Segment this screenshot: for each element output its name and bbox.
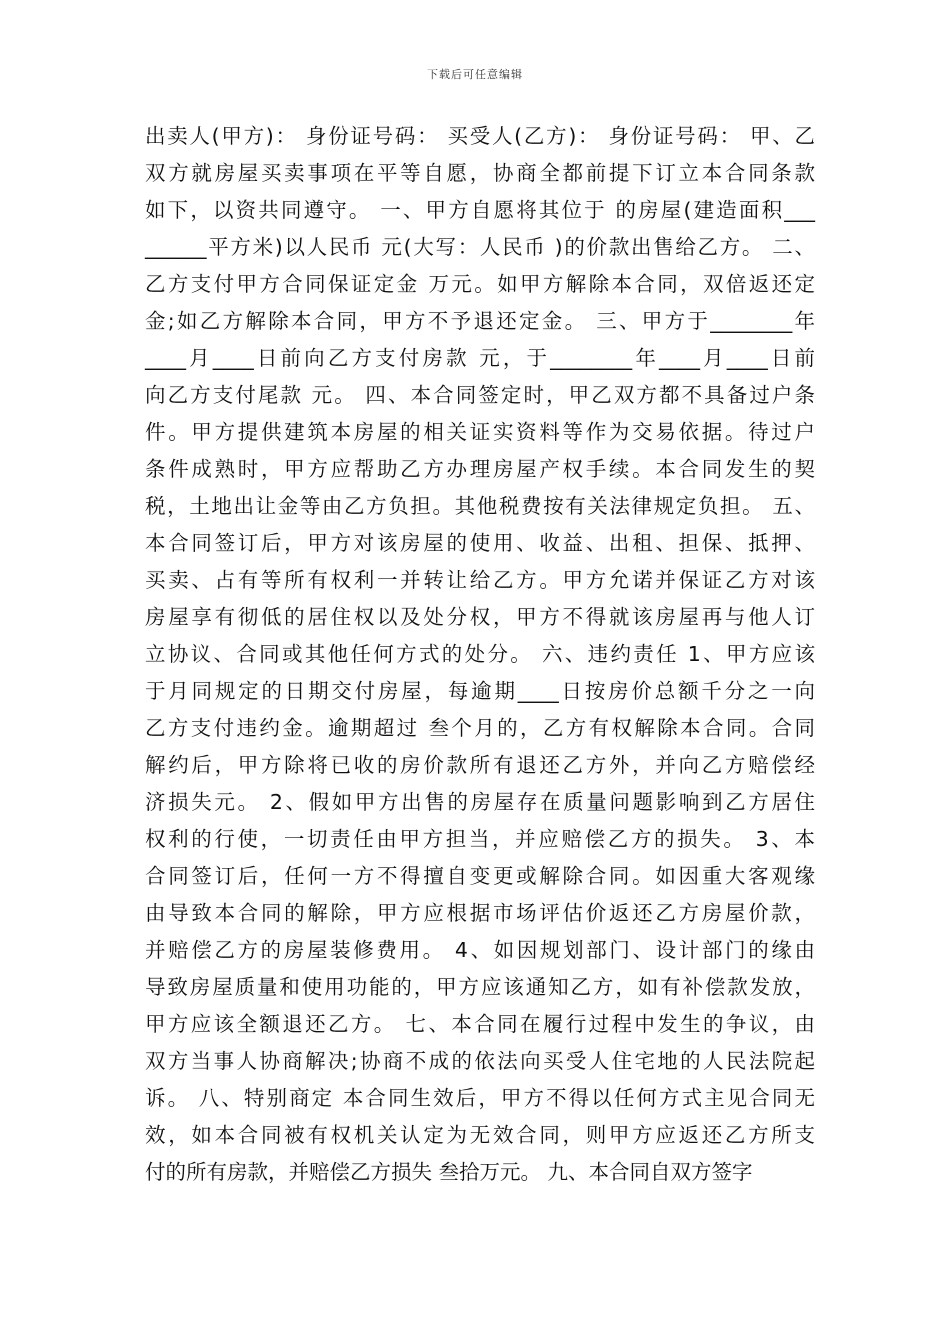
body-line: 立协议、合同或其他任何方式的处分。 六、违约责任 1、甲方应该 (145, 642, 815, 666)
body-line: 乙方支付违约金。逾期超过 叁个月的，乙方有权解除本合同。合同 (145, 716, 815, 740)
body-line: 双方当事人协商解决;协商不成的依法向买受人住宅地的人民法院起 (145, 1049, 815, 1073)
body-line: 诉。 八、特别商定 本合同生效后，甲方不得以任何方式主见合同无 (145, 1086, 815, 1110)
body-line: 由导致本合同的解除，甲方应根据市场评估价返还乙方房屋价款， (145, 901, 815, 925)
body-line: 解约后，甲方除将已收的房价款所有退还乙方外，并向乙方赔偿经 (145, 753, 815, 777)
body-line: 买卖、占有等所有权利一并转让给乙方。甲方允诺并保证乙方对该 (145, 568, 815, 592)
body-line: 本合同签订后，甲方对该房屋的使用、收益、出租、担保、抵押、 (145, 531, 815, 555)
body-line: 济损失元。 2、假如甲方出售的房屋存在质量问题影响到乙方居住 (145, 790, 815, 814)
body-line: 乙方支付甲方合同保证定金 万元。如甲方解除本合同，双倍返还定 (145, 272, 815, 296)
body-line: ______平方米)以人民币 元(大写：人民币 )的价款出售给乙方。 二、 (145, 235, 815, 259)
body-line: 合同签订后，任何一方不得擅自变更或解除合同。如因重大客观缘 (145, 864, 815, 888)
body-line: 导致房屋质量和使用功能的，甲方应该通知乙方，如有补偿款发放， (145, 975, 815, 999)
body-line: 件。甲方提供建筑本房屋的相关证实资料等作为交易依据。待过户 (145, 420, 815, 444)
body-line: 效，如本合同被有权机关认定为无效合同，则甲方应返还乙方所支 (145, 1123, 815, 1147)
body-line: ____月____日前向乙方支付房款 元，于________年____月____日前 (145, 346, 815, 370)
body-line: 税，土地出让金等由乙方负担。其他税费按有关法律规定负担。 五、 (145, 494, 815, 518)
body-line: 付的所有房款，并赔偿乙方损失 叁拾万元。 九、本合同自双方签字 (145, 1160, 753, 1184)
body-line: 如下，以资共同遵守。 一、甲方自愿将其位于 的房屋(建造面积___ (145, 198, 815, 222)
body-line: 权利的行使，一切责任由甲方担当，并应赔偿乙方的损失。 3、本 (145, 827, 815, 851)
body-line: 甲方应该全额退还乙方。 七、本合同在履行过程中发生的争议，由 (145, 1012, 815, 1036)
body-line: 并赔偿乙方的房屋装修费用。 4、如因规划部门、设计部门的缘由 (145, 938, 815, 962)
body-line: 双方就房屋买卖事项在平等自愿，协商全都前提下订立本合同条款 (145, 161, 815, 185)
body-line: 金;如乙方解除本合同，甲方不予退还定金。 三、甲方于________年 (145, 309, 815, 333)
body-line: 于月同规定的日期交付房屋，每逾期____日按房价总额千分之一向 (145, 679, 815, 703)
body-line: 出卖人(甲方)： 身份证号码： 买受人(乙方)： 身份证号码： 甲、乙 (145, 124, 815, 148)
body-line: 向乙方支付尾款 元。 四、本合同签定时，甲乙双方都不具备过户条 (145, 383, 815, 407)
body-line: 条件成熟时，甲方应帮助乙方办理房屋产权手续。本合同发生的契 (145, 457, 815, 481)
body-line: 房屋享有彻低的居住权以及处分权，甲方不得就该房屋再与他人订 (145, 605, 815, 629)
contract-body (145, 118, 815, 1191)
page-header: 下载后可任意编辑 (427, 68, 523, 81)
